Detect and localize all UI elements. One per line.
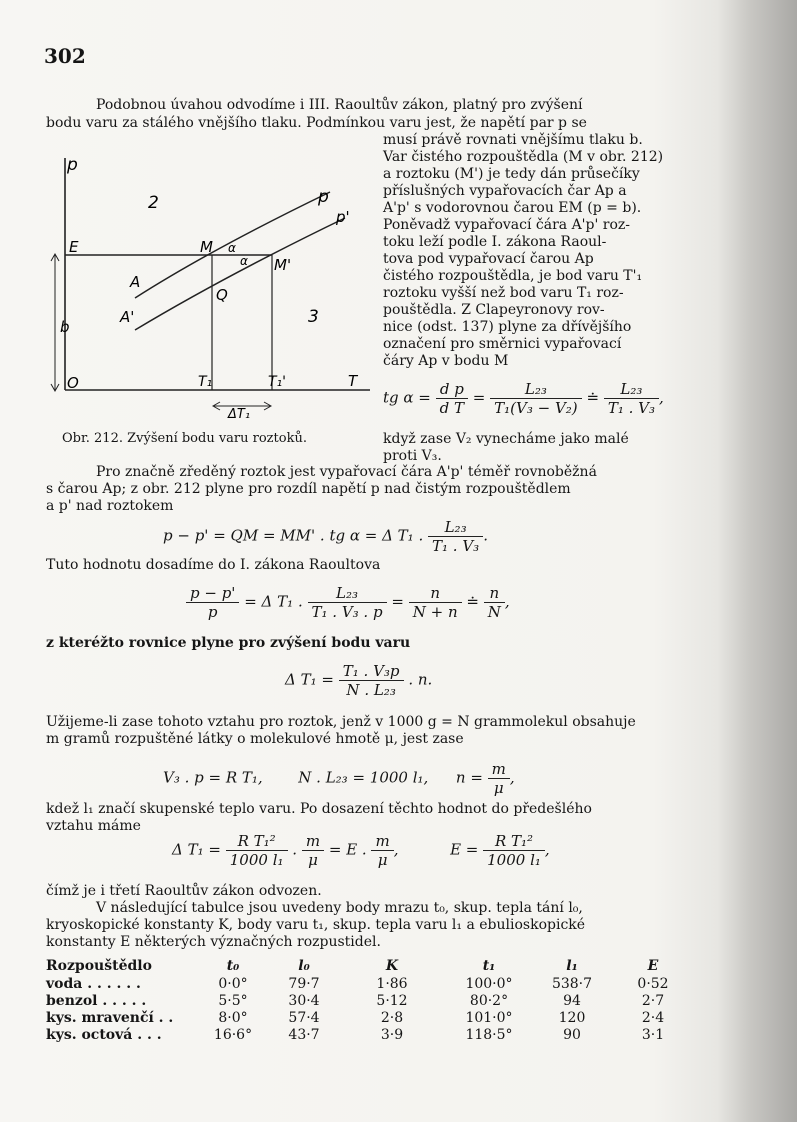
eq2-frac-1	[186, 584, 239, 621]
tg-frac-3	[604, 380, 659, 417]
eq4-num: m	[488, 760, 510, 779]
tg-den-2: T₁(V₃ − V₂)	[494, 399, 578, 417]
intro-line-1: Podobnou úvahou odvodíme i III. Raoultův zákon, platný pro zvýšení	[96, 97, 583, 113]
eq5-den-1: 1000 l₁	[229, 851, 284, 869]
para3-line-1: Užijeme-li zase tohoto vztahu pro roztok, jenž v 1000 g = N grammolekul obsahuje	[46, 714, 636, 730]
equation-3	[285, 662, 432, 699]
intro-line-2: bodu varu za stálého vnějšího tlaku. Podmínkou varu jest, že napětí par p se	[46, 115, 587, 131]
tg-den-3: T₁ . V₃	[607, 399, 655, 417]
cell-t0: 8·0°	[218, 1009, 248, 1026]
label-alpha-2: α	[240, 254, 248, 268]
label-delta-t: ΔT₁	[228, 407, 251, 422]
cell-l1: 90	[563, 1026, 581, 1043]
side-line-4: příslušných vypařovacích čar Ap a	[383, 183, 627, 199]
eq2-num-3: n	[409, 584, 462, 603]
cell-k: 5·12	[376, 992, 408, 1009]
cell-solvent: kys. mravenčí . .	[46, 1009, 174, 1026]
eq5-num-3: m	[371, 832, 393, 851]
para5-line-1: V následující tabulce jsou uvedeny body mrazu t₀, skup. tepla tání l₀,	[96, 900, 583, 916]
side-line-1: musí právě rovnati vnějšímu tlaku b.	[383, 132, 643, 148]
side-line-5: A'p' s vodorovnou čarou EM (p = b).	[383, 200, 642, 216]
cell-solvent: benzol . . . . .	[46, 992, 147, 1009]
cell-k: 1·86	[376, 975, 408, 992]
eq5-e-lhs: E =	[450, 840, 479, 859]
cell-l0: 79·7	[288, 975, 320, 992]
eq1-tail: .	[483, 526, 488, 545]
eq5-eq-e: = E .	[328, 840, 367, 859]
label-curve-p: p	[318, 187, 329, 207]
side-line-12: nice (odst. 137) plyne za dřívějšího	[383, 319, 632, 335]
tg-equation: tg α = $\frac{\text{d p}}{\text{d T}}$ = $\frac{\text{L₂₃}}{\text{T₁(V₃ − V₂)}}$ ≐ $\frac{\text{L₂₃}}{\text{T₁ . V₃}}$ ,	[383, 380, 664, 417]
label-m: M	[200, 238, 213, 256]
eq2-num-1: p − p'	[186, 584, 239, 603]
label-q: Q	[216, 286, 228, 304]
header-t0: t₀	[226, 958, 240, 974]
para2-line-1: Pro značně zředěný roztok jest vypařovací čára A'p' téměř rovnoběžná	[96, 464, 597, 480]
table-row	[46, 1026, 696, 1043]
label-o: O	[67, 374, 79, 392]
side-line-6: Poněvadž vypařovací čára A'p' roz-	[383, 217, 631, 233]
eq1-den: T₁ . V₃	[432, 537, 480, 555]
line-z: z kteréžto rovnice plyne pro zvýšení bodu varu	[46, 635, 411, 651]
eq2-tail: ,	[504, 592, 510, 611]
label-curve-p-prime: p'	[336, 208, 350, 226]
side-line-2: Var čistého rozpouštědla (M v obr. 212)	[383, 149, 664, 165]
cell-e: 3·1	[641, 1026, 665, 1043]
eq4-part-b: N . L₂₃ = 1000 l₁,	[298, 768, 429, 787]
side-line-11: pouštědla. Z Clapeyronovy rov-	[383, 302, 605, 318]
solvent-table	[46, 957, 696, 1043]
eq4-part-c: n =	[455, 768, 483, 787]
equation-1	[163, 518, 488, 555]
eq2-mid-1: = Δ T₁ .	[244, 592, 303, 611]
eq1-lhs: p − p' = QM = MM' . tg α = Δ T₁ .	[163, 526, 424, 545]
para5-line-2: kryoskopické konstanty K, body varu t₁, skup. tepla varu l₁ a ebulioskopické	[46, 917, 586, 933]
table-row	[46, 975, 696, 992]
side-line-13: označení pro směrnici vypařovací	[383, 336, 622, 352]
header-l1: l₁	[566, 958, 578, 974]
eq5-den-3: μ	[377, 851, 388, 869]
tg-frac-1	[436, 380, 468, 417]
cell-l1: 120	[558, 1009, 586, 1026]
header-t1: t₁	[482, 958, 496, 974]
cell-e: 2·7	[641, 992, 665, 1009]
tg-frac-2	[490, 380, 582, 417]
eq4-tail: ,	[509, 768, 515, 787]
after-tg-line-2: proti V₃.	[383, 448, 442, 464]
eq2-den-4: N	[487, 603, 501, 621]
eq5-frac-1	[226, 832, 288, 869]
eq2-frac-2	[308, 584, 387, 621]
eq2-den-2: T₁ . V₃ . p	[311, 603, 383, 621]
equation-2	[186, 584, 510, 621]
side-line-7: toku leží podle I. zákona Raoul-	[383, 234, 607, 250]
para4-line-1: kdež l₁ značí skupenské teplo varu. Po dosazení těchto hodnot do předešlého	[46, 801, 592, 817]
eq5-lhs: Δ T₁ =	[172, 840, 221, 859]
cell-t1: 80·2°	[469, 992, 509, 1009]
eq3-num: T₁ . V₃p	[339, 662, 404, 681]
header-k: K	[385, 958, 399, 974]
para4-line-2: vztahu máme	[46, 818, 141, 834]
cell-t0: 0·0°	[218, 975, 248, 992]
eq1-frac	[428, 518, 483, 555]
eq1-num: L₂₃	[428, 518, 483, 537]
tg-num-2: L₂₃	[490, 380, 582, 399]
cell-t0: 5·5°	[218, 992, 248, 1009]
side-line-9: čistého rozpouštědla, je bod varu T'₁	[383, 268, 643, 284]
cell-t0: 16·6°	[213, 1026, 253, 1043]
side-line-8: tova pod vypařovací čarou Ap	[383, 251, 594, 267]
eq2-frac-3	[409, 584, 462, 621]
eq2-mid-2: =	[391, 592, 404, 611]
eq2-num-4: n	[484, 584, 505, 603]
cell-l0: 57·4	[288, 1009, 320, 1026]
label-t: T	[348, 372, 358, 390]
figure-caption: Obr. 212. Zvýšení bodu varu roztoků.	[62, 431, 307, 446]
para2-line-3: a p' nad roztokem	[46, 498, 174, 514]
label-t1-prime: T₁'	[268, 374, 287, 390]
eq4-part-a: V₃ . p = R T₁,	[163, 768, 263, 787]
eq2-frac-4	[484, 584, 505, 621]
label-a-prime: A'	[120, 308, 135, 326]
tg-num-1: d p	[436, 380, 468, 399]
figure-212	[40, 150, 380, 425]
eq5-num-2: m	[302, 832, 324, 851]
eq5-num-1: R T₁²	[226, 832, 288, 851]
eq2-approx: ≐	[466, 592, 479, 611]
para2-line-2: s čarou Ap; z obr. 212 plyne pro rozdíl napětí p nad čistým rozpouštědlem	[46, 481, 571, 497]
table-row	[46, 1009, 696, 1026]
cell-k: 2·8	[380, 1009, 404, 1026]
cell-l0: 43·7	[288, 1026, 320, 1043]
line-tuto: Tuto hodnotu dosadíme do I. zákona Raoultova	[46, 557, 381, 573]
eq5-den-4: 1000 l₁	[487, 851, 541, 869]
eq2-den-3: N + n	[412, 603, 458, 621]
label-m-prime: M'	[274, 256, 292, 274]
label-alpha-1: α	[228, 241, 236, 255]
tg-num-3: L₂₃	[604, 380, 659, 399]
label-region-3: 3	[308, 307, 319, 327]
para5-line-3: konstanty E některých význačných rozpustidel.	[46, 934, 381, 950]
cell-l1: 94	[563, 992, 581, 1009]
tg-lhs: tg α =	[383, 388, 431, 407]
page-number: 302	[44, 44, 86, 68]
tg-approx: ≐	[586, 388, 600, 407]
cell-solvent: voda . . . . . .	[46, 975, 141, 992]
eq5-den-2: μ	[308, 851, 318, 869]
cell-e: 2·4	[641, 1009, 665, 1026]
label-p-axis: p	[67, 155, 78, 175]
eq2-den-1: p	[207, 603, 218, 621]
side-line-10: roztoku vyšší než bod varu T₁ roz-	[383, 285, 624, 301]
eq5-mid: .	[292, 840, 298, 859]
eq2-num-2: L₂₃	[308, 584, 387, 603]
cell-e: 0·52	[637, 975, 669, 992]
para3-line-2: m gramů rozpuštěné látky o molekulové hmotě μ, jest zase	[46, 731, 464, 747]
cell-l0: 30·4	[288, 992, 320, 1009]
side-line-14: čáry Ap v bodu M	[383, 353, 509, 369]
cell-k: 3·9	[380, 1026, 404, 1043]
cell-solvent: kys. octová . . .	[46, 1026, 162, 1043]
label-t1: T₁	[198, 374, 213, 390]
eq3-tail: . n.	[408, 670, 433, 689]
equation-5	[172, 832, 550, 869]
eq3-den: N . L₂₃	[346, 681, 396, 699]
eq3-frac	[339, 662, 404, 699]
eq5-num-4: R T₁²	[483, 832, 545, 851]
eq3-lhs: Δ T₁ =	[285, 670, 334, 689]
cell-l1: 538·7	[551, 975, 593, 992]
label-region-2: 2	[148, 193, 159, 213]
cell-t1: 118·5°	[465, 1026, 513, 1043]
tg-den-1: d T	[439, 399, 465, 417]
cell-t1: 100·0°	[465, 975, 513, 992]
header-e: E	[647, 958, 659, 974]
cell-t1: 101·0°	[465, 1009, 513, 1026]
table-row	[46, 992, 696, 1009]
eq5-tail: ,	[544, 840, 550, 859]
label-a: A	[130, 273, 141, 291]
eq4-frac	[488, 760, 510, 797]
header-rozpoustedlo: Rozpouštědlo	[46, 958, 152, 974]
after-tg-line-1: když zase V₂ vynecháme jako malé	[383, 431, 629, 447]
line-cimz: čímž je i třetí Raoultův zákon odvozen.	[46, 883, 322, 899]
eq5-comma: ,	[393, 840, 399, 859]
table-header-row	[46, 957, 696, 975]
tg-tail: ,	[658, 388, 664, 407]
label-e: E	[69, 238, 79, 256]
equation-4	[163, 760, 515, 797]
side-line-3: a roztoku (M') je tedy dán průsečíky	[383, 166, 640, 182]
eq5-frac-3	[371, 832, 393, 869]
eq5-frac-4	[483, 832, 545, 869]
label-b: b	[60, 318, 70, 336]
eq5-frac-2	[302, 832, 324, 869]
header-l0: l₀	[298, 958, 310, 974]
eq4-den: μ	[493, 779, 504, 797]
